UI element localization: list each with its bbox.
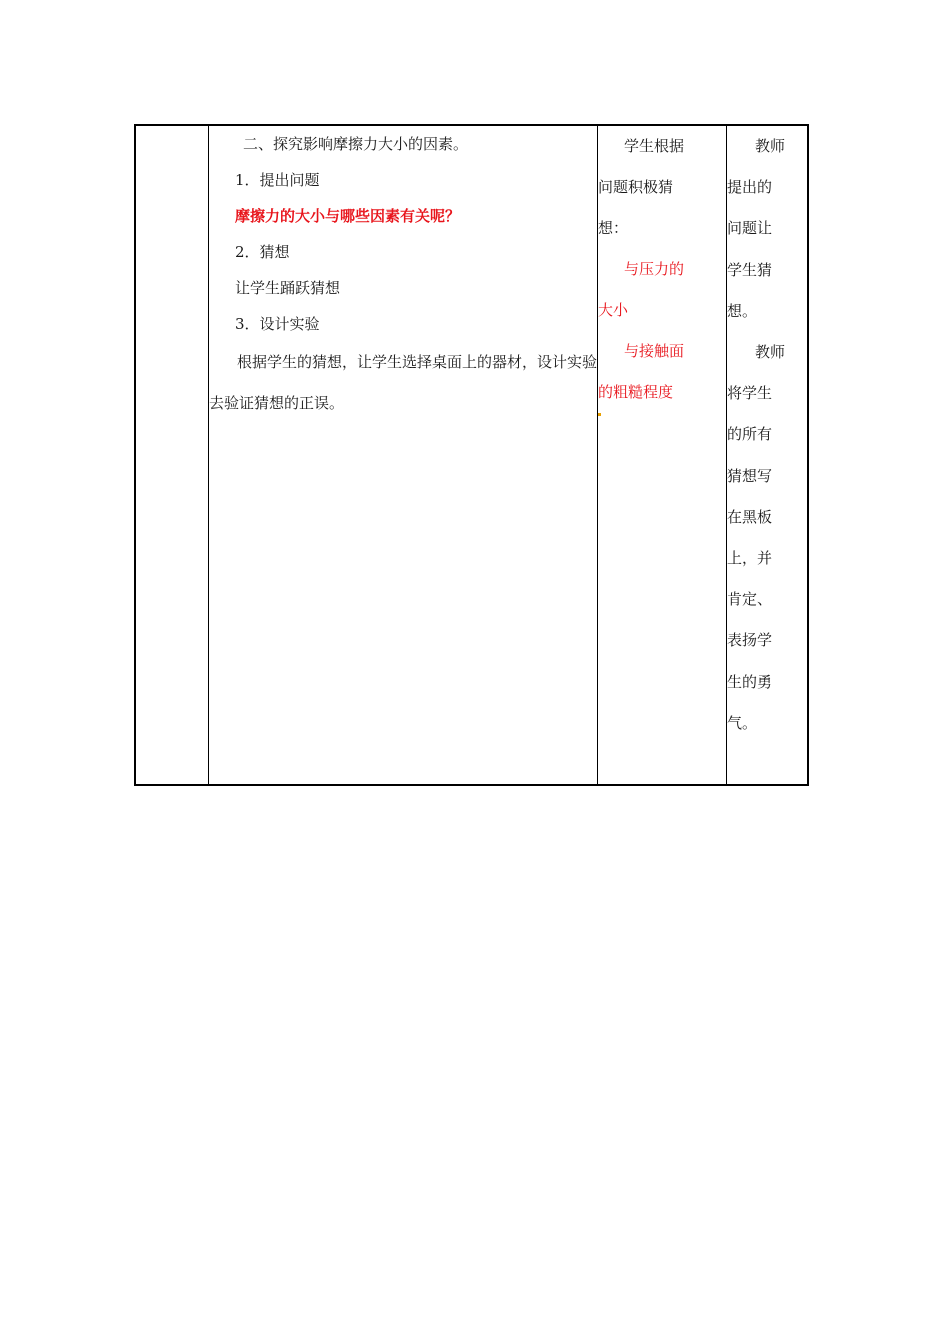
teacher-line: 上，并 (727, 549, 773, 568)
section-heading: 二、探究影响摩擦力大小的因素。 (243, 135, 469, 153)
student-line: 问题积极猜 (598, 178, 674, 196)
teacher-line: 教师 (755, 343, 786, 362)
step-1-label: 1．提出问题 (235, 171, 320, 189)
student-answer: 与压力的 (624, 260, 685, 278)
teacher-line: 问题让 (727, 219, 773, 238)
teacher-line: 教师 (755, 137, 786, 155)
student-answer: 与接触面 (624, 342, 685, 360)
table-row (135, 125, 808, 785)
lesson-plan-table (134, 124, 809, 786)
teacher-line: 生的勇 (727, 672, 773, 691)
teacher-line: 将学生 (727, 384, 773, 403)
blank-cell (135, 125, 209, 785)
teacher-line: 气。 (727, 713, 758, 732)
student-line: 学生根据 (624, 137, 685, 155)
teacher-line: 表扬学 (727, 631, 773, 650)
student-answer: 大小 (598, 301, 629, 319)
design-instruction: 根据学生的猜想，让学生选择桌面上的器材，设计实验去验证猜想的正误。 (209, 353, 598, 412)
student-line: 想： (598, 219, 629, 237)
teaching-content-cell (209, 125, 598, 785)
key-question: 摩擦力的大小与哪些因素有关呢？ (235, 207, 461, 225)
teacher-line: 的所有 (727, 425, 773, 444)
teacher-line: 猜想写 (727, 466, 773, 485)
guess-instruction: 让学生踊跃猜想 (235, 279, 341, 297)
step-3-label: 3．设计实验 (235, 315, 320, 333)
step-2-label: 2．猜想 (235, 243, 290, 261)
student-activity-cell (598, 125, 727, 785)
teacher-line: 提出的 (727, 178, 773, 197)
teacher-line: 肯定、 (727, 590, 773, 609)
marker-dot (598, 413, 601, 416)
teacher-line: 学生猜 (727, 260, 773, 279)
teacher-activity-cell (727, 125, 809, 785)
teacher-line: 在黑板 (727, 507, 773, 526)
teacher-line: 想。 (727, 301, 758, 320)
student-answer: 的粗糙程度 (598, 383, 674, 401)
